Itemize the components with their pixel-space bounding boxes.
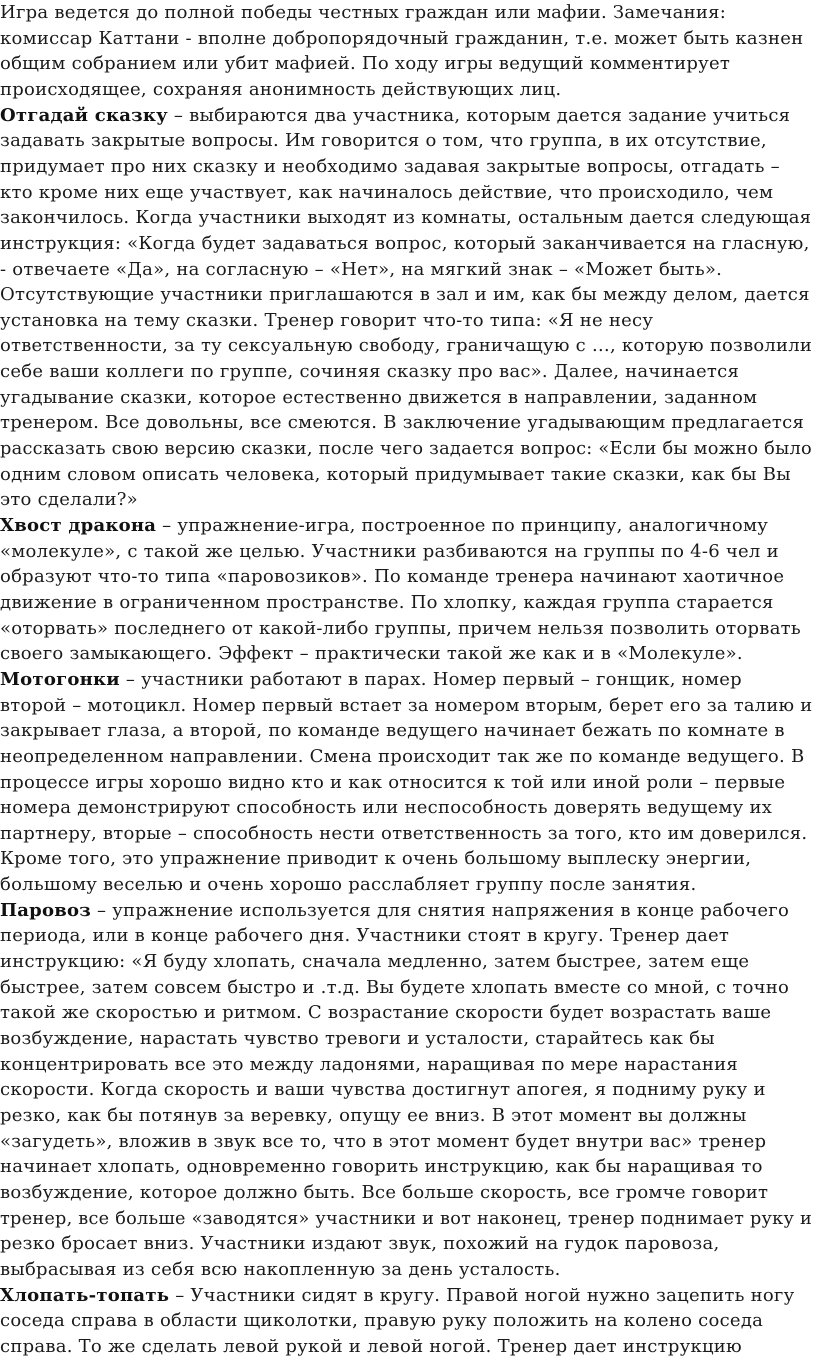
section-text: возбуждение, нарастать чувство тревоги и усталости, старайтесь как бы xyxy=(0,1028,715,1049)
section-line xyxy=(0,128,767,154)
section-heading-line xyxy=(0,667,742,693)
section-line xyxy=(0,949,749,975)
section-line xyxy=(0,359,739,385)
section-line xyxy=(0,257,722,283)
section-heading-line xyxy=(0,898,789,924)
intro-text: Игра ведется до полной победы честных граждан или мафии. Замечания: xyxy=(0,2,727,23)
section-line xyxy=(0,564,784,590)
section-line xyxy=(0,1026,715,1052)
section-line xyxy=(0,1231,719,1257)
section-text: инструкция: «Когда будет задаваться вопрос, который заканчивается на гласную, xyxy=(0,232,810,254)
section-first-text: – выбираются два участника, которым дается задание учиться xyxy=(167,104,791,126)
intro-text: общим собранием или убит мафией. По ходу игры ведущий комментирует xyxy=(0,53,731,75)
section-line xyxy=(0,744,804,770)
section-line xyxy=(0,975,789,1001)
section-heading-line xyxy=(0,513,768,539)
section-term: Хвост дракона xyxy=(0,515,157,536)
section-line xyxy=(0,616,801,642)
section-text: себе ваши коллеги по группе, сочиняя сказку про вас». Далее, начинается xyxy=(0,361,740,383)
section-line xyxy=(0,154,780,180)
section-heading-line xyxy=(0,1283,794,1309)
section-line xyxy=(0,1180,768,1206)
section-line xyxy=(0,487,138,513)
section-text: резко бросает вниз. Участники издают звук, похожий на гудок паровоза, xyxy=(0,1233,720,1255)
section-line xyxy=(0,770,785,796)
section-line xyxy=(0,693,812,719)
section-first-text: – Участники сидят в кругу. Правой ногой нужно зацепить ногу xyxy=(169,1284,795,1306)
section-text: ответственности, за ту сексуальную свободу, граничащую с …, которую позволили xyxy=(0,335,813,357)
section-line xyxy=(0,1103,747,1129)
section-text: придумает про них сказку и необходимо задавая закрытые вопросы, отгадать – xyxy=(0,155,780,177)
section-line xyxy=(0,462,791,488)
section-term: Отгадай сказку xyxy=(0,104,168,126)
section-line xyxy=(0,872,697,898)
section-line xyxy=(0,641,743,667)
section-text: тренером. Все довольны, все смеются. В заключение угадывающим предлагается xyxy=(0,412,805,434)
section-line xyxy=(0,308,653,334)
section-text: неопределенном направлении. Смена происходит так же по команде ведущего. В xyxy=(0,745,805,767)
section-text: «оторвать» последнего от какой-либо группы, причем нельзя позволить оторвать xyxy=(0,617,801,639)
section-line xyxy=(0,180,773,206)
section-line xyxy=(0,205,811,231)
section-text: начинает хлопать, одновременно говорить инструкцию, как бы наращивая то xyxy=(0,1156,763,1178)
section-text: инструкцию: «Я буду хлопать, сначала медленно, затем быстрее, затем еще xyxy=(0,951,750,972)
section-line xyxy=(0,1308,763,1334)
section-text: Отсутствующие участники приглашаются в зал и им, как бы между делом, дается xyxy=(0,284,810,306)
section-text: движение в ограниченном пространстве. По хлопку, каждая группа старается xyxy=(0,591,774,613)
section-text: такой же скоростью и ритмом. С возрастание скорости будет возрастать ваше xyxy=(0,1002,772,1024)
section-term: Хлопать-топать xyxy=(0,1284,170,1306)
section-text: возбуждение, которое должно быть. Все больше скорость, все громче говорит xyxy=(0,1181,769,1203)
section-line xyxy=(0,1154,763,1180)
section-line xyxy=(0,718,785,744)
intro-line xyxy=(0,77,561,103)
intro-line xyxy=(0,26,803,52)
intro-text: происходящее, сохраняя анонимность действующих лиц. xyxy=(0,78,562,100)
section-text: большому веселью и очень хорошо расслабляет группу после занятия. xyxy=(0,874,697,896)
section-text: кто кроме них еще участвует, как начиналось действие, что происходило, чем xyxy=(0,181,774,203)
intro-text: комиссар Каттани - вполне добропорядочный гражданин, т.е. может быть казнен xyxy=(0,27,804,49)
section-line xyxy=(0,1052,738,1078)
section-line xyxy=(0,1129,766,1155)
section-text: одним словом описать человека, который придумывает такие сказки, как бы Вы xyxy=(0,463,791,485)
section-text: закончилось. Когда участники выходят из комнаты, остальным дается следующая xyxy=(0,207,812,229)
section-first-text: – упражнение-игра, построенное по принципу, аналогичному xyxy=(156,515,769,536)
section-text: концентрировать все это между ладонями, наращивая по мере нарастания xyxy=(0,1053,739,1075)
section-line xyxy=(0,923,729,949)
section-text: угадывание сказки, которое естественно движется в направлении, заданном xyxy=(0,386,758,408)
section-text: справа. То же сделать левой рукой и левой ногой. Тренер дает инструкцию xyxy=(0,1335,742,1357)
section-heading-line xyxy=(0,103,790,129)
section-text: Кроме того, это упражнение приводит к очень большому выплеску энергии, xyxy=(0,848,752,870)
section-first-text: – упражнение используется для снятия напряжения в конце рабочего xyxy=(91,899,790,921)
section-line xyxy=(0,1257,561,1283)
section-text: это сделали?» xyxy=(0,489,138,511)
section-line xyxy=(0,846,751,872)
section-line xyxy=(0,1334,742,1360)
section-text: своего замыкающего. Эффект – практически такой же как и в «Молекуле». xyxy=(0,643,743,665)
section-text: выбрасывая из себя всю накопленную за день усталость. xyxy=(0,1258,561,1280)
section-text: - отвечаете «Да», на согласную – «Нет», на мягкий знак – «Может быть». xyxy=(0,258,723,280)
section-term: Мотогонки xyxy=(0,668,120,690)
section-text: тренер, все больше «заводятся» участники и вот наконец, тренер поднимает руку и xyxy=(0,1207,813,1229)
section-line xyxy=(0,821,807,847)
section-text: задавать закрытые вопросы. Им говорится о том, что группа, в их отсутствие, xyxy=(0,130,767,152)
section-line xyxy=(0,1000,771,1026)
section-text: образуют что-то типа «паровозиков». По команде тренера начинают хаотичное xyxy=(0,566,785,588)
section-text: скорости. Когда скорость и ваши чувства достигнут апогея, я подниму руку и xyxy=(0,1079,766,1101)
section-line xyxy=(0,410,804,436)
section-line xyxy=(0,333,812,359)
section-first-text: – участники работают в парах. Номер первый – гонщик, номер xyxy=(119,668,742,690)
section-text: резко, как бы потянув за веревку, опущу ее вниз. В этот момент вы должны xyxy=(0,1105,747,1126)
section-text: номера демонстрируют способность или неспособность доверять ведущему их xyxy=(0,797,773,819)
section-line xyxy=(0,436,812,462)
section-term: Паровоз xyxy=(0,899,92,921)
section-line xyxy=(0,1077,766,1103)
section-text: рассказать свою версию сказки, после чего задается вопрос: «Если бы можно было xyxy=(0,438,812,459)
section-line xyxy=(0,795,772,821)
intro-line xyxy=(0,51,730,77)
section-text: «молекуле», с такой же целью. Участники разбиваются на группы по 4-6 чел и xyxy=(0,540,779,562)
section-text: установка на тему сказки. Тренер говорит что-то типа: «Я не несу xyxy=(0,309,654,331)
section-text: партнеру, вторые – способность нести ответственность за того, кто им доверился. xyxy=(0,822,808,844)
section-text: «загудеть», вложив в звук все то, что в этот момент будет внутри вас» тренер xyxy=(0,1130,767,1152)
section-text: быстрее, затем совсем быстро и .т.д. Вы будете хлопать вместе со мной, с точно xyxy=(0,976,790,998)
section-text: второй – мотоцикл. Номер первый встает за номером вторым, берет его за талию и xyxy=(0,694,813,716)
section-line xyxy=(0,385,757,411)
section-text: закрывает глаза, а второй, по команде ведущего начинает бежать по комнате в xyxy=(0,720,785,742)
section-line xyxy=(0,231,810,257)
section-line xyxy=(0,590,774,616)
section-text: периода, или в конце рабочего дня. Участники стоят в кругу. Тренер дает xyxy=(0,925,730,947)
section-line xyxy=(0,539,779,565)
section-text: соседа справа в области щиколотки, правую руку положить на колено соседа xyxy=(0,1310,764,1332)
section-text: процессе игры хорошо видно кто и как относится к той или иной роли – первые xyxy=(0,771,786,793)
section-line xyxy=(0,1206,812,1232)
section-line xyxy=(0,282,810,308)
intro-line xyxy=(0,0,726,26)
